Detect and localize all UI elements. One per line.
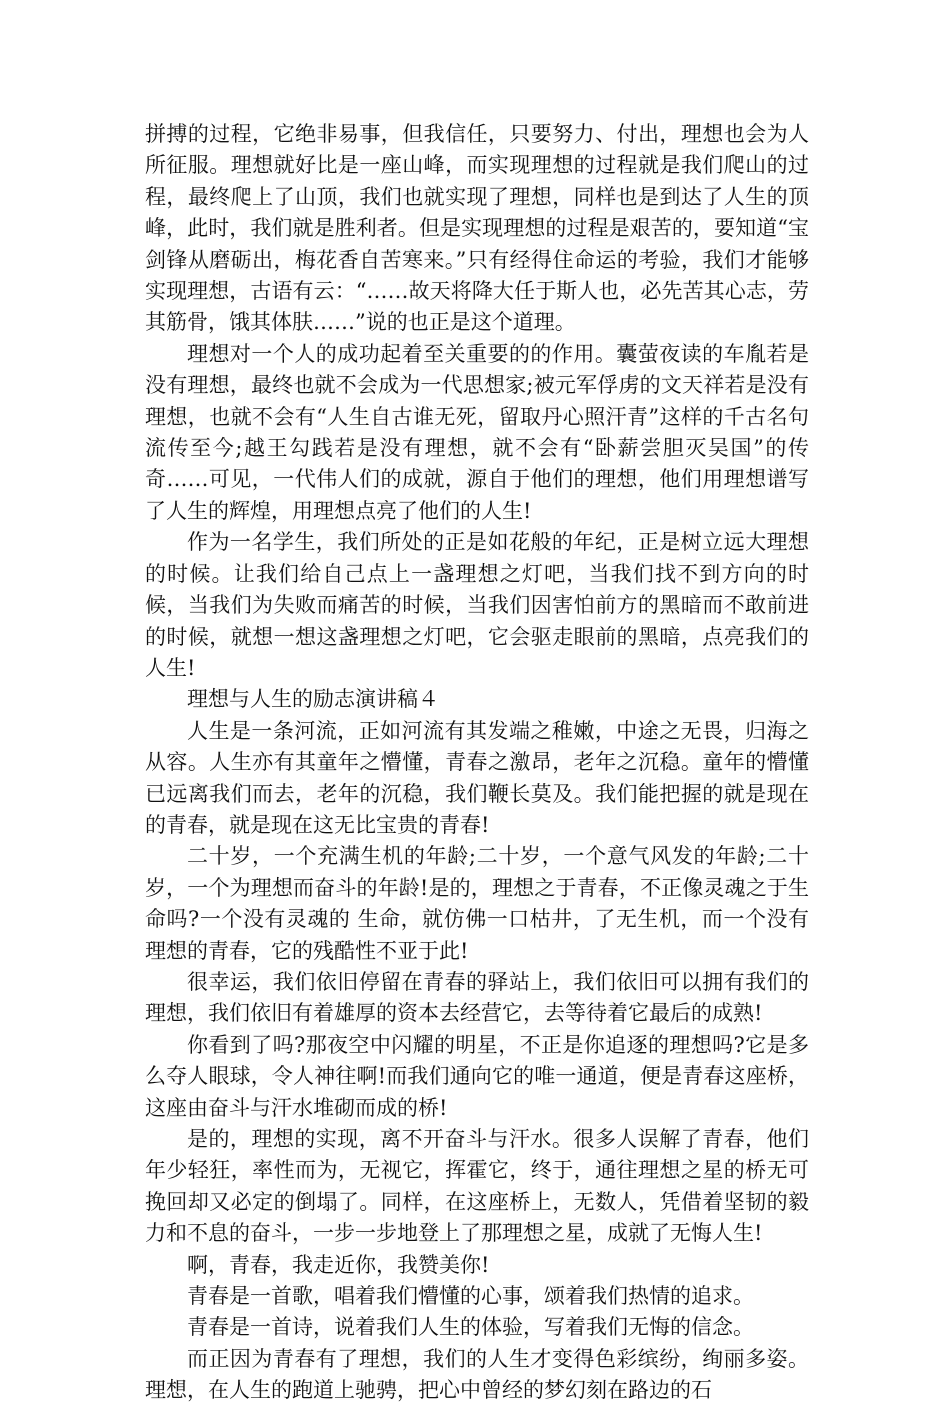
paragraph: 啊，青春，我走近你，我赞美你! — [187, 1252, 490, 1277]
paragraph: 青春是一首歌，唱着我们懵懂的心事，颂着我们热情的追求。 — [187, 1284, 754, 1309]
paragraph: 二十岁，一个充满生机的年龄;二十岁，一个意气风发的年龄;二十岁，一个为理想而奋斗的年龄!是的，理想之于青春，不正像灵魂之于生命吗?一个没有灵魂的 生命，就仿佛一口枯井，了无生机，而一个没有理想的青春，它的残酷性不亚于此! — [145, 844, 809, 963]
paragraph: 你看到了吗?那夜空中闪耀的明星，不正是你追逐的理想吗?它是多么夺人眼球，令人神往啊!而我们通向它的唯一通道，便是青春这座桥，这座由奋斗与汗水堆砌而成的桥! — [145, 1032, 809, 1120]
paragraph: 理想对一个人的成功起着至关重要的的作用。囊萤夜读的车胤若是没有理想，最终也就不会成为一代思想家;被元军俘虏的文天祥若是没有理想，也就不会有“人生自古谁无死，留取丹心照汗青”这样的千古名句流传至今;越王勾践若是没有理想，就不会有“卧薪尝胆灭吴国”的传奇……可见，一代伟人们的成就，源自于他们的理想，他们用理想谱写了人生的辉煌，用理想点亮了他们的人生! — [145, 341, 809, 523]
section-heading: 理想与人生的励志演讲稿４ — [187, 687, 439, 712]
paragraph: 是的，理想的实现，离不开奋斗与汗水。很多人误解了青春，他们年少轻狂，率性而为，无视它，挥霍它，终于，通往理想之星的桥无可挽回却又必定的倒塌了。同样，在这座桥上，无数人，凭借着坚韧的毅力和不息的奋斗，一步一步地登上了那理想之星，成就了无悔人生! — [145, 1127, 809, 1246]
paragraph: 作为一名学生，我们所处的正是如花般的年纪，正是树立远大理想的时候。让我们给自己点上一盏理想之灯吧，当我们找不到方向的时候，当我们为失败而痛苦的时候，当我们因害怕前方的黑暗而不敢前进的时候，就想一想这盏理想之灯吧，它会驱走眼前的黑暗，点亮我们的人生! — [145, 530, 809, 680]
paragraph: 而正因为青春有了理想，我们的人生才变得色彩缤纷，绚丽多姿。理想，在人生的跑道上驰骋，把心中曾经的梦幻刻在路边的石 — [145, 1346, 809, 1403]
document-body — [145, 119, 809, 1407]
paragraph: 青春是一首诗，说着我们人生的体验，写着我们无悔的信念。 — [187, 1315, 754, 1340]
paragraph: 人生是一条河流，正如河流有其发端之稚嫩，中途之无畏，归海之从容。人生亦有其童年之懵懂，青春之激昂，老年之沉稳。童年的懵懂已远离我们而去，老年的沉稳，我们鞭长莫及。我们能把握的就是现在的青春，就是现在这无比宝贵的青春! — [145, 718, 809, 837]
paragraph-continued: 拼搏的过程，它绝非易事，但我信任，只要努力、付出，理想也会为人所征服。理想就好比是一座山峰，而实现理想的过程就是我们爬山的过程，最终爬上了山顶，我们也就实现了理想，同样也是到达了人生的顶峰，此时，我们就是胜利者。但是实现理想的过程是艰苦的，要知道“宝剑锋从磨砺出，梅花香自苦寒来。”只有经得住命运的考验，我们才能够实现理想，古语有云：“……故天将降大任于斯人也，必先苦其心志，劳其筋骨，饿其体肤……”说的也正是这个道理。 — [145, 122, 809, 335]
paragraph: 很幸运，我们依旧停留在青春的驿站上，我们依旧可以拥有我们的理想，我们依旧有着雄厚的资本去经营它，去等待着它最后的成熟! — [145, 969, 809, 1026]
